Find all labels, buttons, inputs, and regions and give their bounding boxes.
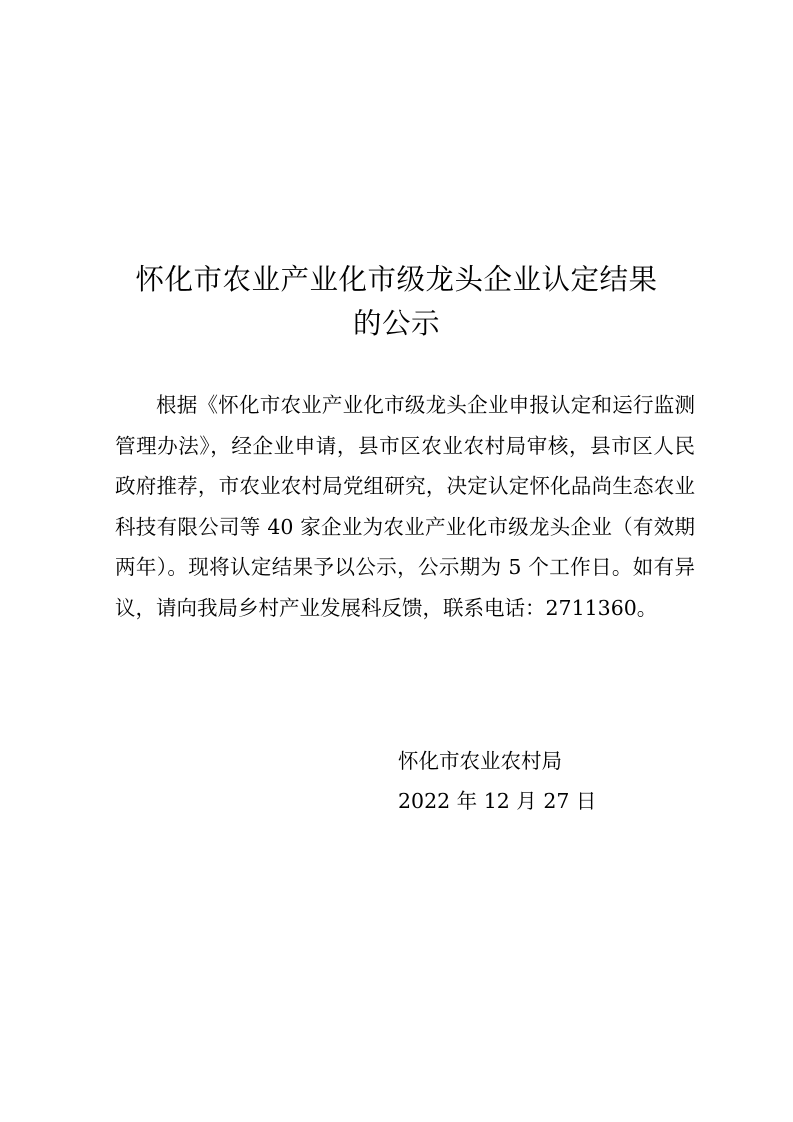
document-title-line-2: 的公示	[352, 307, 440, 340]
signature-organization: 怀化市农业农村局	[398, 749, 562, 773]
document-body-paragraph: 根据《怀化市农业产业化市级龙头企业申报认定和运行监测管理办法》，经企业申请，县市区农业农村局审核，县市区人民政府推荐，市农业农村局党组研究，决定认定怀化品尚生态农业科技有限公司等 40 家企业为农业产业化市级龙头企业（有效期两年）。现将认定结果予以公示，公示期为 5 个工作日。如有异议，请向我局乡村产业发展科反馈，联系电话：2711360。	[115, 393, 695, 620]
signature-date: 2022 年 12 月 27 日	[398, 789, 597, 813]
document-title-line-1: 怀化市农业产业化市级龙头企业认定结果	[135, 263, 658, 296]
